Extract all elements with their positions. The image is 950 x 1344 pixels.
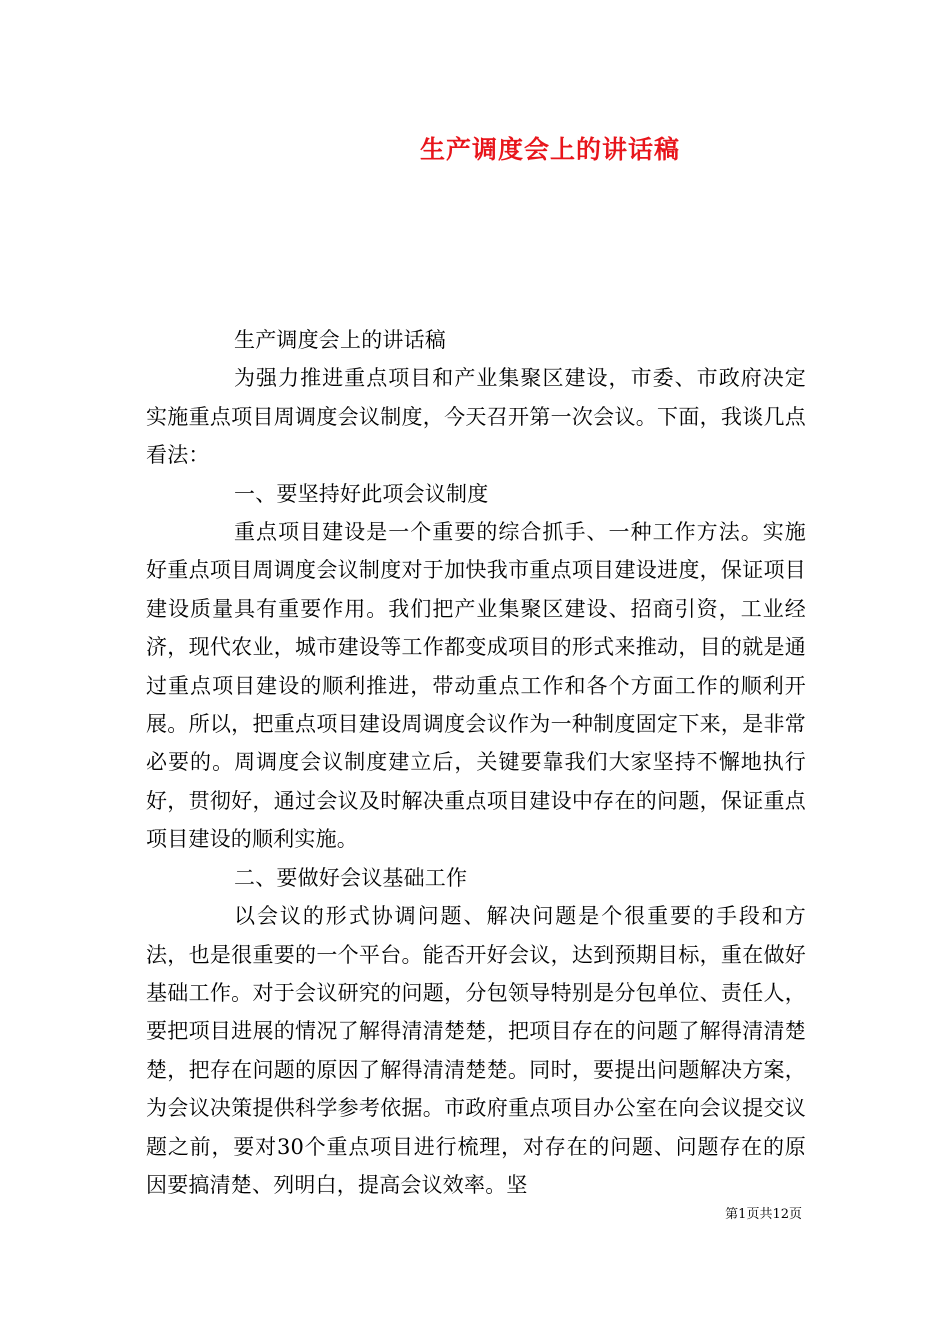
page-number: 第1页共12页 [725, 1207, 802, 1222]
paragraph-section-1: 重点项目建设是一个重要的综合抓手、一种工作方法。实施好重点项目周调度会议制度对于加快我市重点项目建设进度，保证项目建设质量具有重要作用。我们把产业集聚区建设、招商引资，工业经济，现代农业，城市建设等工作都变成项目的形式来推动，目的就是通过重点项目建设的顺利推进，带动重点工作和各个方面工作的顺利开展。所以，把重点项目建设周调度会议作为一种制度固定下来，是非常必要的。周调度会议制度建立后，关键要靠我们大家坚持不懈地执行好，贯彻好，通过会议及时解决重点项目建设中存在的问题，保证重点项目建设的顺利实施。 [146, 520, 806, 852]
body-subtitle: 生产调度会上的讲话稿 [234, 328, 446, 352]
document-title: 生产调度会上的讲话稿 [419, 135, 680, 164]
document-body [146, 321, 806, 1204]
paragraph-intro: 为强力推进重点项目和产业集聚区建设，市委、市政府决定实施重点项目周调度会议制度，今天召开第一次会议。下面，我谈几点看法： [146, 366, 806, 468]
section-heading-1: 一、要坚持好此项会议制度 [234, 481, 489, 506]
paragraph-section-2: 以会议的形式协调问题、解决问题是个很重要的手段和方法，也是很重要的一个平台。能否开好会议，达到预期目标，重在做好基础工作。对于会议研究的问题，分包领导特别是分包单位、责任人，要把项目进展的情况了解得清清楚楚，把项目存在的问题了解得清清楚楚，把存在问题的原因了解得清清楚楚。同时，要提出问题解决方案，为会议决策提供科学参考依据。市政府重点项目办公室在向会议提交议题之前，要对30个重点项目进行梳理，对存在的问题、问题存在的原因要搞清楚、列明白，提高会议效率。坚 [146, 904, 806, 1197]
section-heading-2: 二、要做好会议基础工作 [234, 865, 468, 890]
